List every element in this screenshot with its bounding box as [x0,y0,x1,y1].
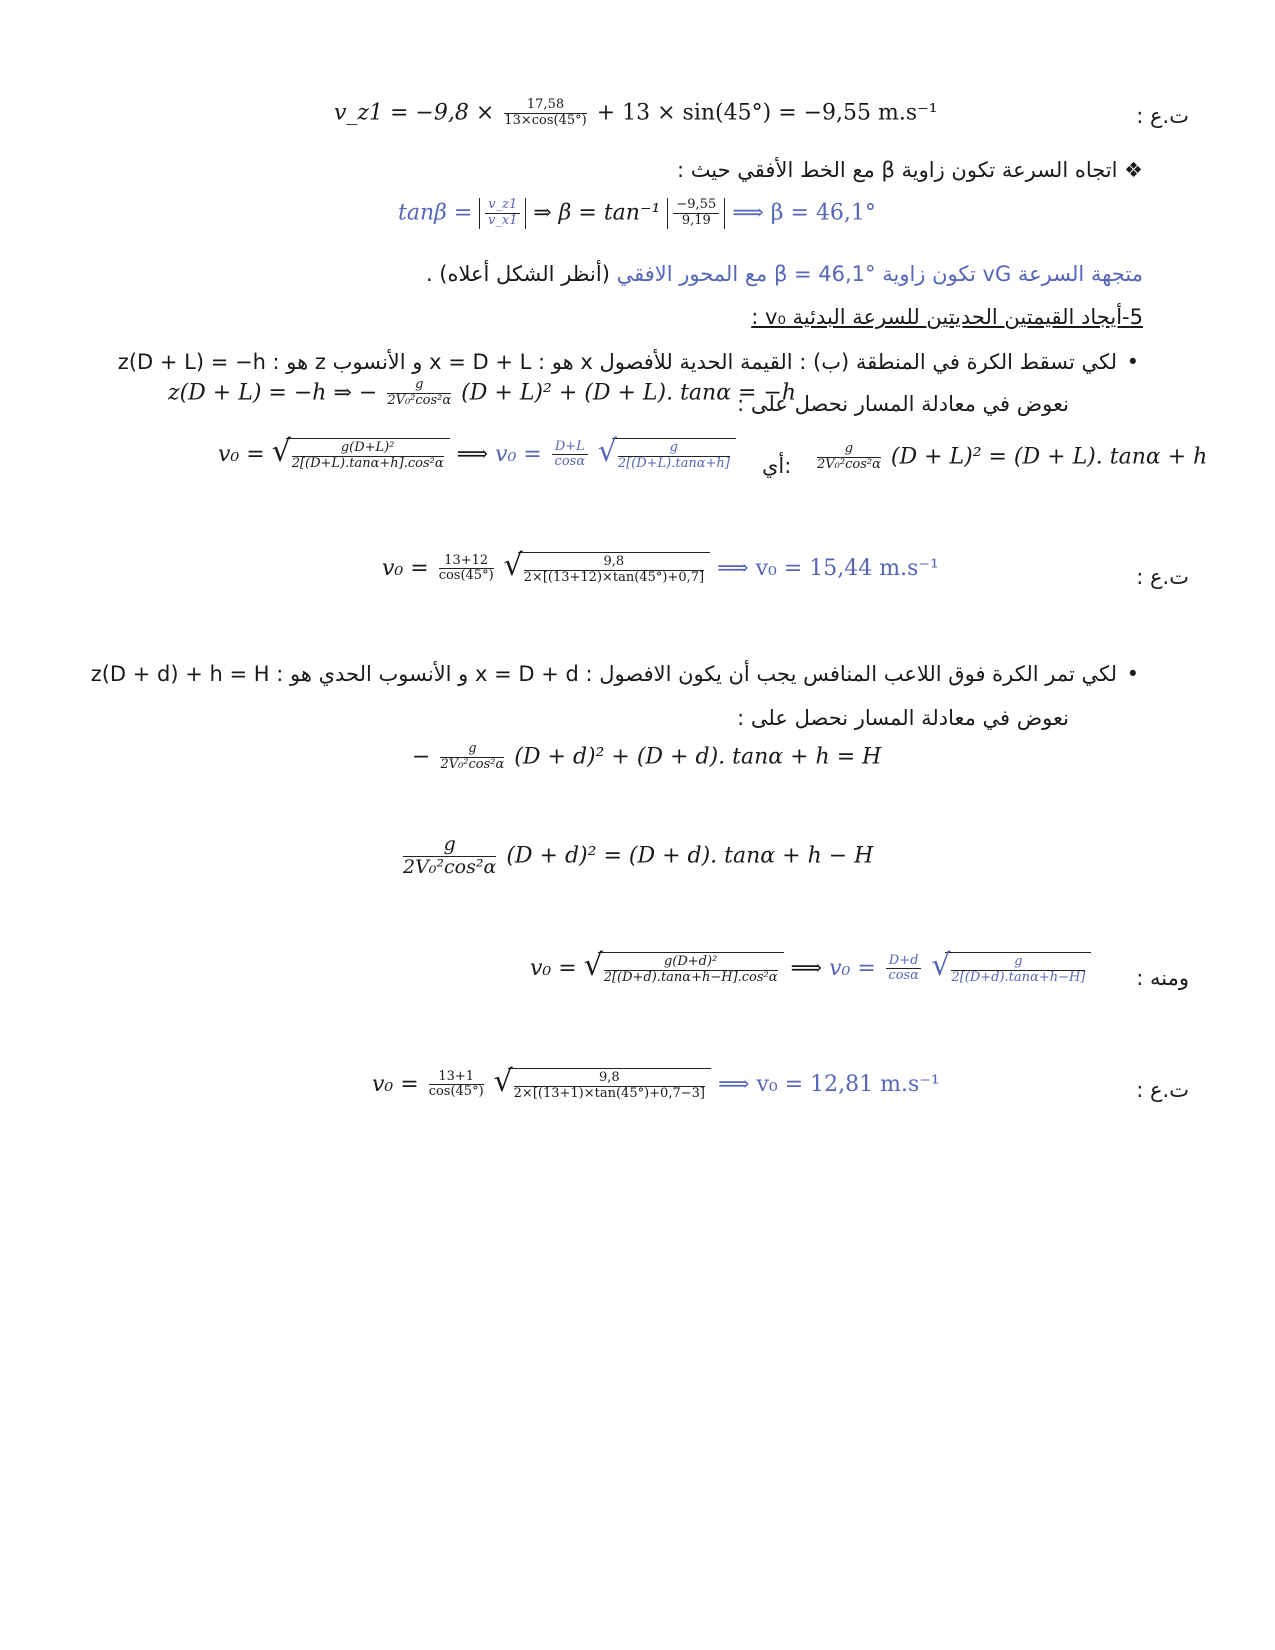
hence-label: ومنه : [1136,966,1189,990]
case1-eq1-lhs: z(D + L) = −h ⇒ − [168,380,378,406]
case1-v0-formula [218,438,736,472]
case2-app-numerator: 13+1 [429,1070,484,1086]
case2-eq1-rhs: (D + d)² + (D + d). tanα + h = H [514,744,882,770]
case2-v0-root-fraction [604,955,778,986]
case1-app-numerator: 13+12 [439,554,494,570]
case2-v0-sqrt [598,952,784,986]
case1-bullet-icon: • [1126,350,1139,374]
case1-eq1-denominator: 2V₀²cos²α [387,392,452,408]
case2-bullet-icon: • [1126,662,1139,686]
diamond-bullet-icon: ❖ [1124,158,1143,182]
case2-eq1-numerator: g [440,742,504,758]
case1-eq2-rhs: (D + L)² = (D + L). tanα + h [890,444,1208,470]
case2-v0-root-denominator: 2[(D+d).tanα+h−H].cos²α [603,969,778,985]
case1-eq2-numerator: g [817,442,881,458]
case1-eq1-numerator: g [387,378,451,394]
vz1-denominator: 13×cos(45°) [504,112,587,128]
case1-v0-root-numerator: √ g(D+L)² [292,441,444,457]
case2-v0-blue-root-numerator: √ g [951,955,1085,971]
vz1-fraction [504,98,586,129]
case2-app-sqrt [508,1068,711,1102]
case1-eq2-denominator: 2V₀²cos²α [817,456,881,472]
case1-statement: لكي تسقط الكرة في المنطقة (ب) : القيمة الحدية للأفصول x هو : x = D + L و الأنسوب z هو : z(D + L) = −h [117,350,1117,374]
vz1-lhs: v_z1 = −9,8 × [334,100,495,126]
tan-beta-fraction [485,198,520,229]
tan-beta-mid: ⇒ β = tan⁻¹ [533,200,661,226]
case1-app-root-numerator: √ 9,8 [524,555,704,571]
direction-text: اتجاه السرعة تكون زاوية β مع الخط الأفقي حيث : [676,158,1118,182]
case2-numeric-application [372,1068,940,1102]
numeric-application-label-3: ت.ع : [1136,1078,1189,1102]
vector-statement-blue: متجهة السرعة vG تكون زاوية β = 46,1° مع المحور الافقي [616,262,1143,286]
case2-eq2-fraction [403,834,496,879]
beta-result: ⟹ β = 46,1° [732,200,876,226]
case1-equivalent-equation [814,442,1207,473]
arctan-denominator: 9,19 [681,212,711,228]
case1-v0-implies: ⟹ [456,441,489,467]
case2-eq1-denominator: 2V₀²cos²α [440,756,505,772]
case1-v0-blue-fraction [552,440,588,471]
case1-v0-blue-root-fraction [618,441,730,472]
case1-v0-blue-root-numerator: √ g [618,441,730,457]
case1-app-fraction [439,554,494,585]
case2-v0-blue-denominator: cosα [888,968,919,984]
case2-v0-blue-root-fraction [951,955,1085,986]
case1-substitute-text: نعوض في معادلة المسار نحصل على : [737,392,1069,416]
case2-app-denominator: cos(45°) [428,1084,484,1100]
tan-beta-numerator: v_z1 [485,198,520,214]
case2-equivalent-equation [400,834,873,879]
tan-beta-equation [398,198,876,229]
case1-v0-root-fraction [292,441,444,472]
case2-v0-blue-sqrt [945,952,1091,986]
case2-eq2-rhs: (D + d)² = (D + d). tanα + h − H [506,843,874,869]
numeric-application-label-1: ت.ع : [1136,104,1189,128]
case1-v0-sqrt [286,438,450,472]
meaning-label: :أي [762,454,792,478]
case2-eq2-denominator: 2V₀²cos²α [403,855,497,878]
vector-statement-black: (أنظر الشكل أعلاه) . [425,262,610,286]
vz1-numerator: 17,58 [504,98,586,114]
arctan-numerator: −9,55 [673,198,719,214]
case2-statement: لكي تمر الكرة فوق اللاعب المنافس يجب أن يكون الافصول : x = D + d و الأنسوب الحدي هو : z(D + d) + h = H [90,662,1117,686]
case2-eq2-numerator: g [403,834,496,857]
case2-app-root-numerator: √ 9,8 [514,1071,705,1087]
tan-beta-denominator: v_x1 [488,212,518,228]
vz1-equation [334,98,938,129]
case1-v0-blue-root-denominator: 2[(D+L).tanα+h] [617,455,730,471]
arctan-fraction [673,198,719,229]
case2-trajectory-equation [412,742,881,773]
case1-trajectory-equation [168,378,796,409]
case2-app-result: ⟹ v₀ = 12,81 m.s⁻¹ [717,1071,940,1097]
direction-heading [677,158,1143,182]
arctan-abs [667,198,725,229]
tan-beta-abs [479,198,526,229]
case1-eq2-fraction [817,442,881,473]
tan-beta-lhs: tanβ = [398,200,473,226]
case2-app-lhs: v₀ = [372,1071,419,1097]
case1-app-root-fraction [524,555,704,586]
case1-v0-blue-numerator: D+L [552,440,588,456]
case2-v0-blue [829,952,1091,985]
case1-v0-blue-denominator: cosα [554,454,586,470]
case1-eq1-rhs: (D + L)² + (D + L). tanα = −h [461,380,797,406]
case2-eq1-fraction [440,742,504,773]
section-5-title: 5-أيجاد القيمتين الحديتين للسرعة البدئية v₀ : [751,305,1143,329]
vector-statement [426,262,1143,286]
case2-eq1-lhs: − [412,744,431,770]
case1-eq1-fraction [387,378,451,409]
case1-app-lhs: v₀ = [382,555,429,581]
case2-app-fraction [429,1070,484,1101]
case1-v0-blue-sqrt [612,438,736,472]
case1-numeric-application [382,552,939,586]
case1-app-result: ⟹ v₀ = 15,44 m.s⁻¹ [717,555,939,581]
numeric-application-label-2: ت.ع : [1136,565,1189,589]
case2-v0-root-numerator: √ g(D+d)² [604,955,778,971]
case2-v0-implies: ⟹ [790,955,823,981]
case2-v0-formula [530,952,1091,986]
case1-app-sqrt [518,552,710,586]
case1-app-root-denominator: 2×[(13+12)×tan(45°)+0,7] [523,569,705,585]
case2-v0-blue-fraction [886,954,922,985]
case2-v0-lhs: v₀ = [530,955,577,981]
vz1-rhs: + 13 × sin(45°) = −9,55 m.s⁻¹ [596,100,938,126]
case2-substitute-text: نعوض في معادلة المسار نحصل على : [737,706,1069,730]
case1-v0-blue-lhs: v₀ = [495,441,542,467]
case1-v0-blue [495,438,736,471]
case2-app-root-denominator: 2×[(13+1)×tan(45°)+0,7−3] [513,1085,705,1101]
case1-v0-lhs: v₀ = [218,441,265,467]
case2-v0-blue-root-denominator: 2[(D+d).tanα+h−H] [951,969,1086,985]
case1-v0-root-denominator: 2[(D+L).tanα+h].cos²α [291,455,444,471]
case2-v0-blue-lhs: v₀ = [829,955,876,981]
case2-app-root-fraction [514,1071,705,1102]
case1-app-denominator: cos(45°) [438,568,494,584]
case2-v0-blue-numerator: D+d [886,954,922,970]
